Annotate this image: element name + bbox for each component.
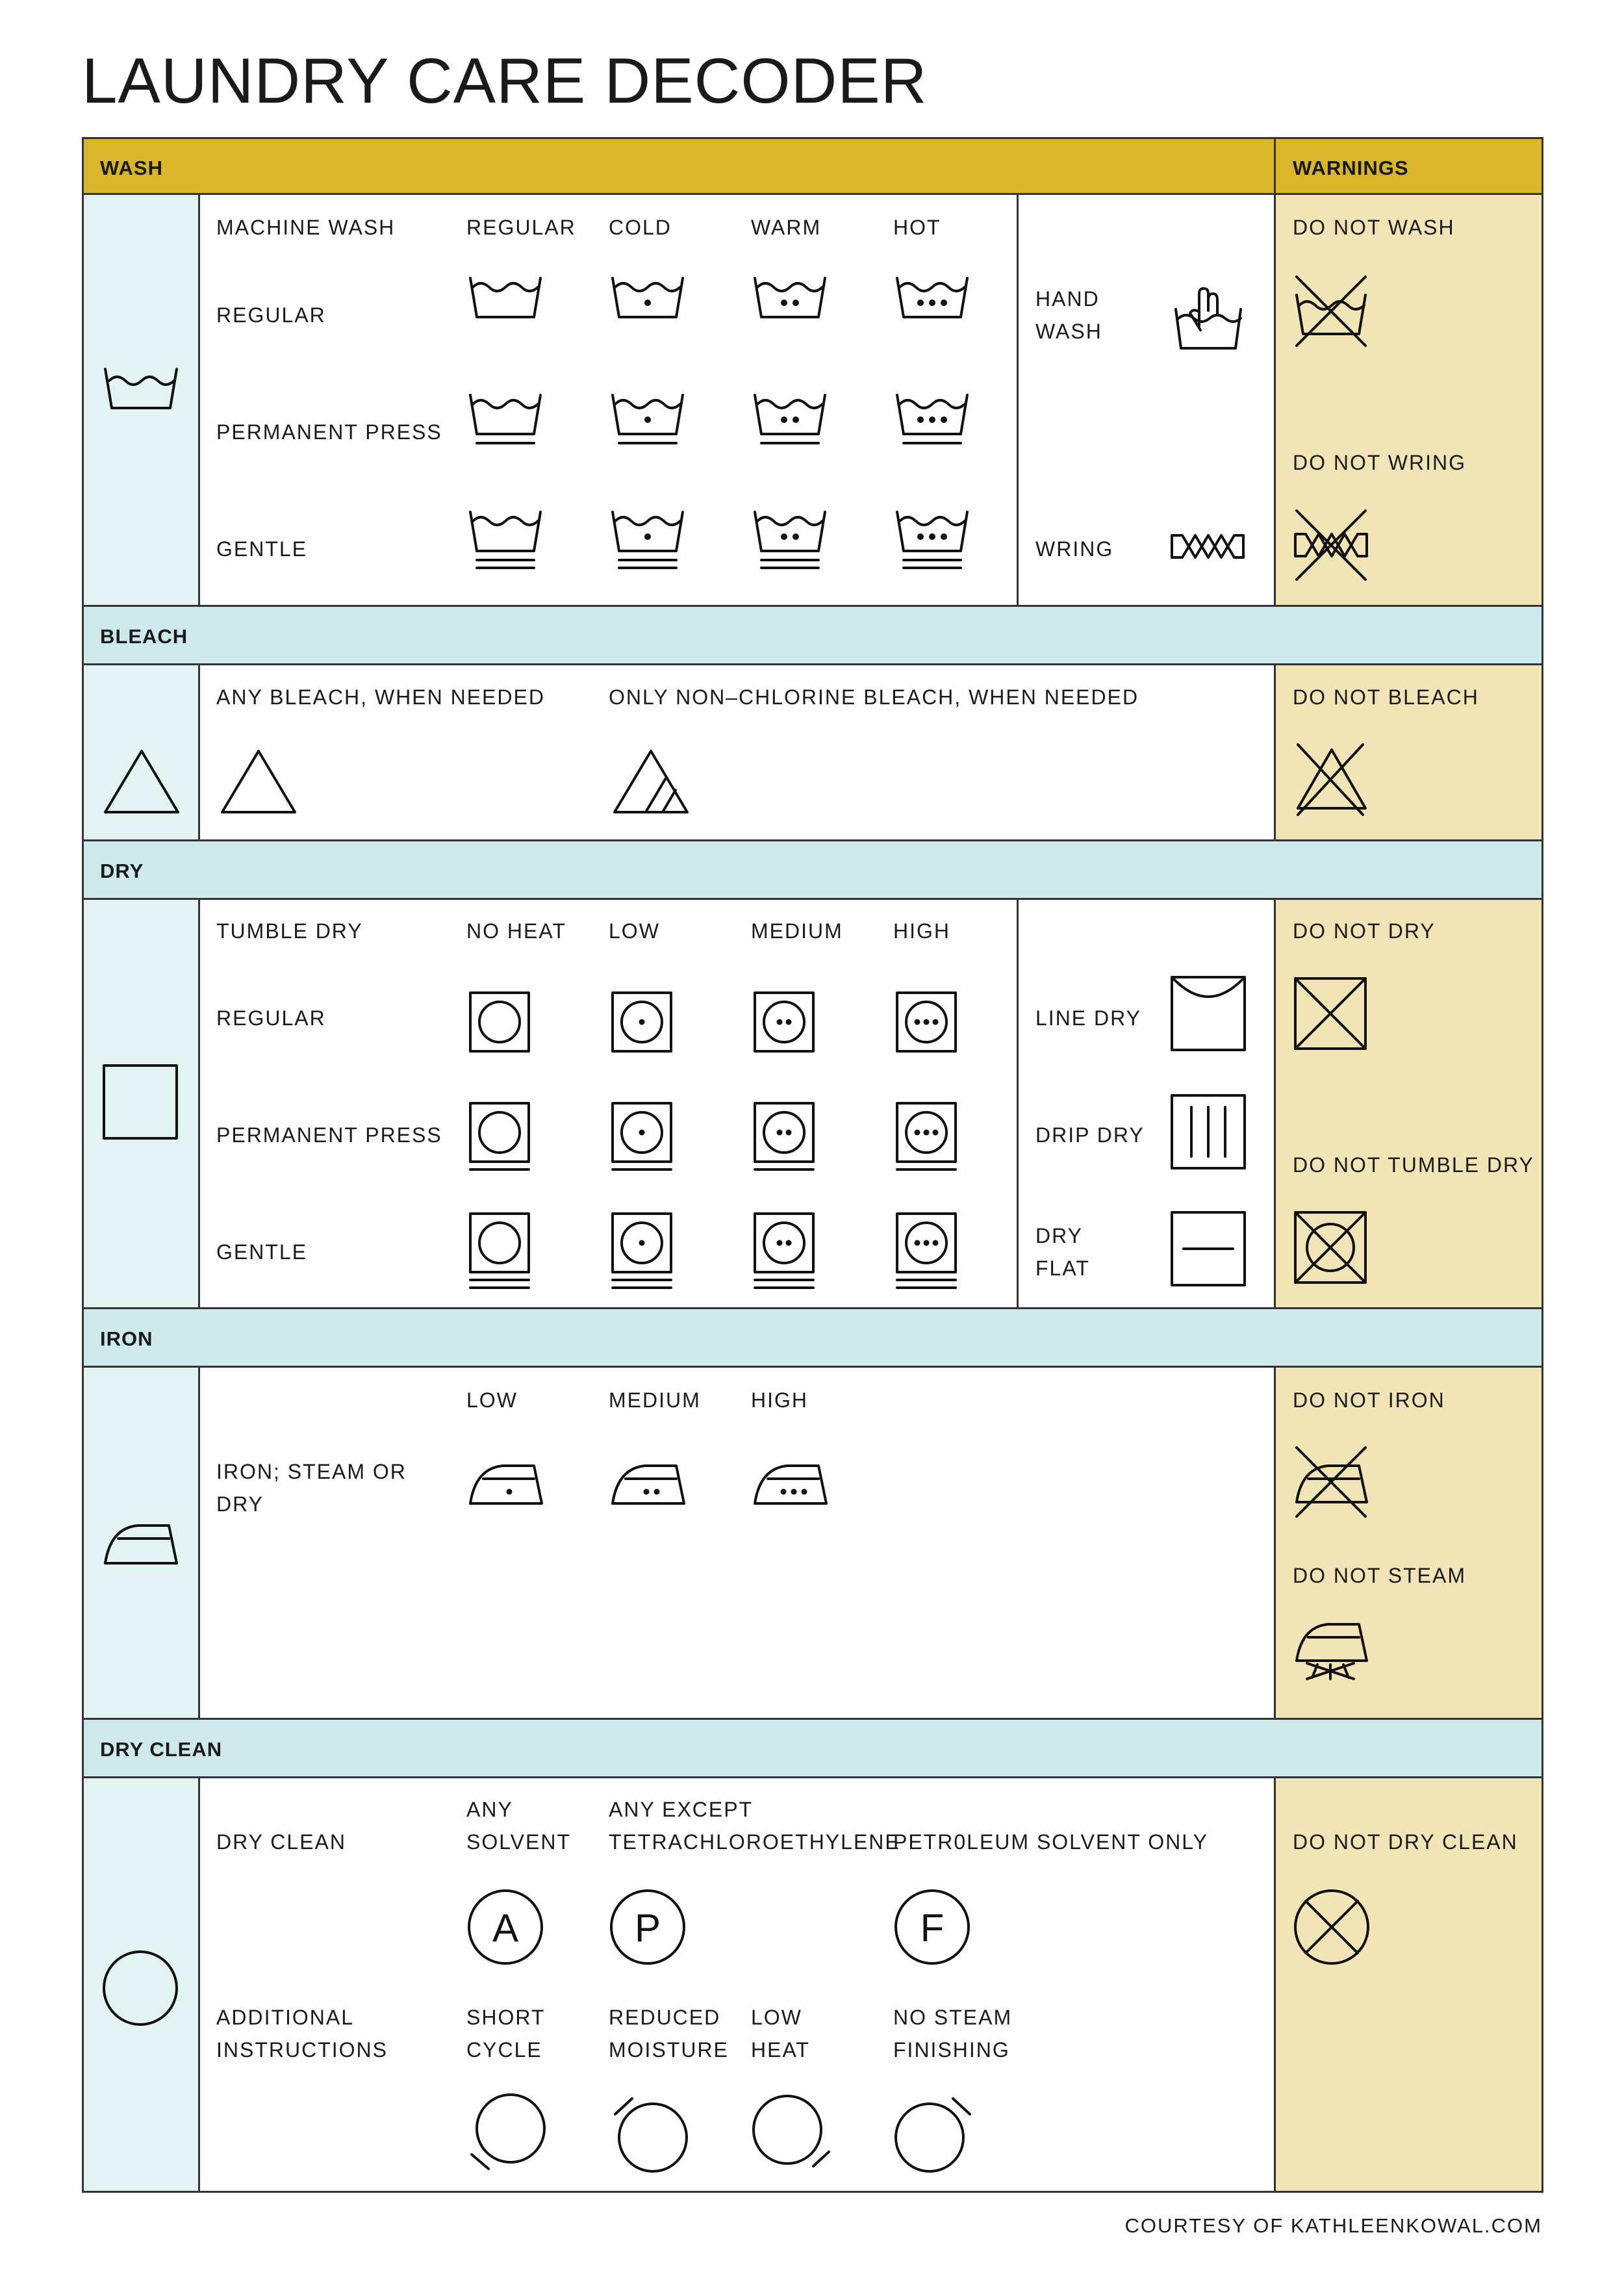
dryclean-header: DRY CLEAN xyxy=(100,1738,223,1761)
machine-wash-symbol xyxy=(751,266,831,344)
machine-wash-symbol xyxy=(466,266,547,344)
reduced-moisture-icon xyxy=(609,2089,693,2174)
tumble-dry-symbol xyxy=(466,1098,544,1182)
do-not-tumble-dry-icon xyxy=(1293,1210,1371,1288)
non-chlorine-bleach-label: ONLY NON–CHLORINE BLEACH, WHEN NEEDED xyxy=(609,685,1139,709)
dry-heat-label: LOW xyxy=(609,919,660,943)
wash-header: WASH xyxy=(100,157,163,179)
warning-label: DO NOT IRON xyxy=(1293,1388,1445,1412)
machine-wash-symbol xyxy=(893,500,974,578)
grid-line xyxy=(82,898,1543,900)
iron-level-label: HIGH xyxy=(751,1388,808,1412)
iron-label: IRON; STEAM OR DRY xyxy=(216,1460,407,1516)
tumble-dry-symbol xyxy=(609,1098,687,1182)
dry-clean-label: DRY CLEAN xyxy=(216,1830,346,1854)
dry-cycle-label: PERMANENT PRESS xyxy=(216,1123,442,1147)
short-cycle-icon xyxy=(466,2089,551,2174)
machine-wash-symbol xyxy=(893,383,974,461)
petroleum-solvent-icon xyxy=(893,1888,974,1969)
iron-symbol xyxy=(609,1454,689,1509)
grid-line xyxy=(198,899,200,1308)
grid-line xyxy=(82,663,1543,665)
grid-line xyxy=(82,193,1543,195)
wring-icon xyxy=(1169,531,1247,561)
do-not-steam-icon xyxy=(1293,1615,1371,1687)
machine-wash-symbol xyxy=(893,266,974,344)
non-chlorine-bleach-icon xyxy=(611,747,691,819)
solvent-letter: F xyxy=(920,1906,945,1950)
warning-label: DO NOT WRING xyxy=(1293,451,1466,474)
line-dry-label: LINE DRY xyxy=(1035,1006,1142,1030)
machine-wash-symbol xyxy=(466,500,547,578)
machine-wash-symbol xyxy=(466,383,547,461)
grid-line xyxy=(82,2191,1543,2193)
tumble-dry-symbol xyxy=(893,1098,971,1182)
additional-instructions-label: ADDITIONAL INSTRUCTIONS xyxy=(216,2006,388,2062)
solvent-letter: A xyxy=(492,1906,519,1950)
any-bleach-icon xyxy=(218,747,299,819)
grid-line xyxy=(198,664,200,840)
iron-level-label: LOW xyxy=(466,1388,518,1412)
grid-line xyxy=(82,605,1543,607)
tumble-dry-label: TUMBLE DRY xyxy=(216,919,363,943)
circle-icon xyxy=(101,1949,182,2030)
dry-heat-label: HIGH xyxy=(893,919,950,943)
grid-line xyxy=(1017,899,1019,1308)
solvent-label: PETR0LEUM SOLVENT ONLY xyxy=(893,1830,1209,1854)
dry-heat-label: MEDIUM xyxy=(751,919,843,943)
iron-symbol xyxy=(751,1454,831,1509)
dry-heat-label: NO HEAT xyxy=(466,919,566,943)
do-not-wash-icon xyxy=(1293,273,1371,351)
tumble-dry-symbol xyxy=(466,988,544,1072)
grid-line xyxy=(1274,664,1276,840)
iron-level-label: MEDIUM xyxy=(609,1388,701,1412)
grid-line xyxy=(1542,137,1543,2193)
tumble-dry-symbol xyxy=(893,988,971,1072)
do-not-bleach-icon xyxy=(1293,741,1371,819)
bleach-header: BLEACH xyxy=(100,625,188,648)
dry-header: DRY xyxy=(100,860,144,882)
grid-line xyxy=(82,137,84,2193)
instruction-label: SHORT CYCLE xyxy=(466,2006,546,2062)
solvent-label: ANY SOLVENT xyxy=(466,1798,571,1854)
bleach-band xyxy=(82,606,1542,664)
drip-dry-icon xyxy=(1169,1093,1249,1172)
warning-label: DO NOT TUMBLE DRY xyxy=(1293,1153,1534,1177)
any-bleach-label: ANY BLEACH, WHEN NEEDED xyxy=(216,685,545,709)
grid-line xyxy=(82,839,1543,841)
grid-line xyxy=(82,137,1543,139)
grid-line xyxy=(198,1366,200,1718)
grid-line xyxy=(82,1307,1543,1309)
wash-temp-label: REGULAR xyxy=(466,216,576,239)
wash-temp-label: COLD xyxy=(609,216,672,239)
grid-line xyxy=(82,1776,1543,1778)
wash-cycle-label: GENTLE xyxy=(216,537,308,561)
solvent-letter: P xyxy=(634,1906,661,1950)
machine-wash-symbol xyxy=(751,500,831,578)
do-not-iron-icon xyxy=(1293,1444,1371,1522)
tumble-dry-symbol xyxy=(751,1098,829,1182)
wash-cycle-label: REGULAR xyxy=(216,303,326,327)
machine-wash-symbol xyxy=(751,383,831,461)
grid-line xyxy=(1017,194,1019,606)
grid-line xyxy=(198,1777,200,2192)
iron-band xyxy=(82,1308,1542,1366)
grid-line xyxy=(82,1718,1543,1720)
grid-line xyxy=(198,194,200,606)
tumble-dry-symbol xyxy=(751,1208,829,1293)
no-steam-finishing-icon xyxy=(893,2089,978,2174)
warning-label: DO NOT DRY xyxy=(1293,919,1436,943)
warning-label: DO NOT STEAM xyxy=(1293,1564,1466,1587)
tumble-dry-symbol xyxy=(609,1208,687,1293)
instruction-label: NO STEAM FINISHING xyxy=(893,2006,1013,2062)
machine-wash-symbol xyxy=(609,383,689,461)
instruction-label: LOW HEAT xyxy=(751,2006,810,2062)
wash-cycle-label: PERMANENT PRESS xyxy=(216,420,442,444)
triangle-icon xyxy=(101,747,182,819)
square-icon xyxy=(101,1063,182,1143)
grid-line xyxy=(82,1366,1543,1368)
solvent-label: ANY EXCEPT TETRACHLOROETHYLENE xyxy=(609,1798,900,1854)
dryclean-band xyxy=(82,1718,1542,1777)
instruction-label: REDUCED MOISTURE xyxy=(609,2006,729,2062)
do-not-dry-icon xyxy=(1293,976,1371,1054)
tumble-dry-symbol xyxy=(609,988,687,1072)
dry-flat-icon xyxy=(1169,1210,1249,1289)
any-solvent-icon xyxy=(466,1888,547,1969)
do-not-dry-clean-icon xyxy=(1293,1888,1373,1969)
dry-flat-label: DRY FLAT xyxy=(1035,1224,1090,1280)
machine-wash-symbol xyxy=(609,500,689,578)
hand-wash-icon xyxy=(1173,281,1245,352)
warnings-header: WARNINGS xyxy=(1293,157,1409,179)
page-title: LAUNDRY CARE DECODER xyxy=(82,45,928,116)
wash-temp-label: HOT xyxy=(893,216,941,239)
warning-label: DO NOT DRY CLEAN xyxy=(1293,1830,1518,1854)
do-not-wring-icon xyxy=(1293,507,1371,585)
tumble-dry-symbol xyxy=(893,1208,971,1293)
low-heat-icon xyxy=(751,2089,835,2174)
footer-credit: COURTESY OF KATHLEENKOWAL.COM xyxy=(1124,2214,1542,2237)
iron-icon xyxy=(101,1514,182,1568)
drip-dry-label: DRIP DRY xyxy=(1035,1123,1145,1147)
dry-cycle-label: REGULAR xyxy=(216,1006,326,1030)
grid-line xyxy=(1274,899,1276,1308)
wash-temp-label: WARM xyxy=(751,216,822,239)
grid-line xyxy=(1274,1777,1276,2192)
dry-cycle-label: GENTLE xyxy=(216,1240,308,1264)
wash-header-bar xyxy=(82,137,1275,194)
warning-label: DO NOT WASH xyxy=(1293,216,1455,239)
grid-line xyxy=(1274,137,1276,606)
tumble-dry-symbol xyxy=(466,1208,544,1293)
machine-wash-label: MACHINE WASH xyxy=(216,216,396,239)
tumble-dry-symbol xyxy=(751,988,829,1072)
hand-wash-label: HAND WASH xyxy=(1035,287,1102,343)
any-except-tce-icon xyxy=(609,1888,689,1969)
wring-label: WRING xyxy=(1035,537,1114,561)
washtub-icon xyxy=(103,364,181,422)
iron-header: IRON xyxy=(100,1327,153,1350)
line-dry-icon xyxy=(1169,975,1249,1054)
machine-wash-symbol xyxy=(609,266,689,344)
dry-band xyxy=(82,840,1542,899)
grid-line xyxy=(1274,1366,1276,1718)
warning-label: DO NOT BLEACH xyxy=(1293,685,1479,709)
iron-symbol xyxy=(466,1454,547,1509)
